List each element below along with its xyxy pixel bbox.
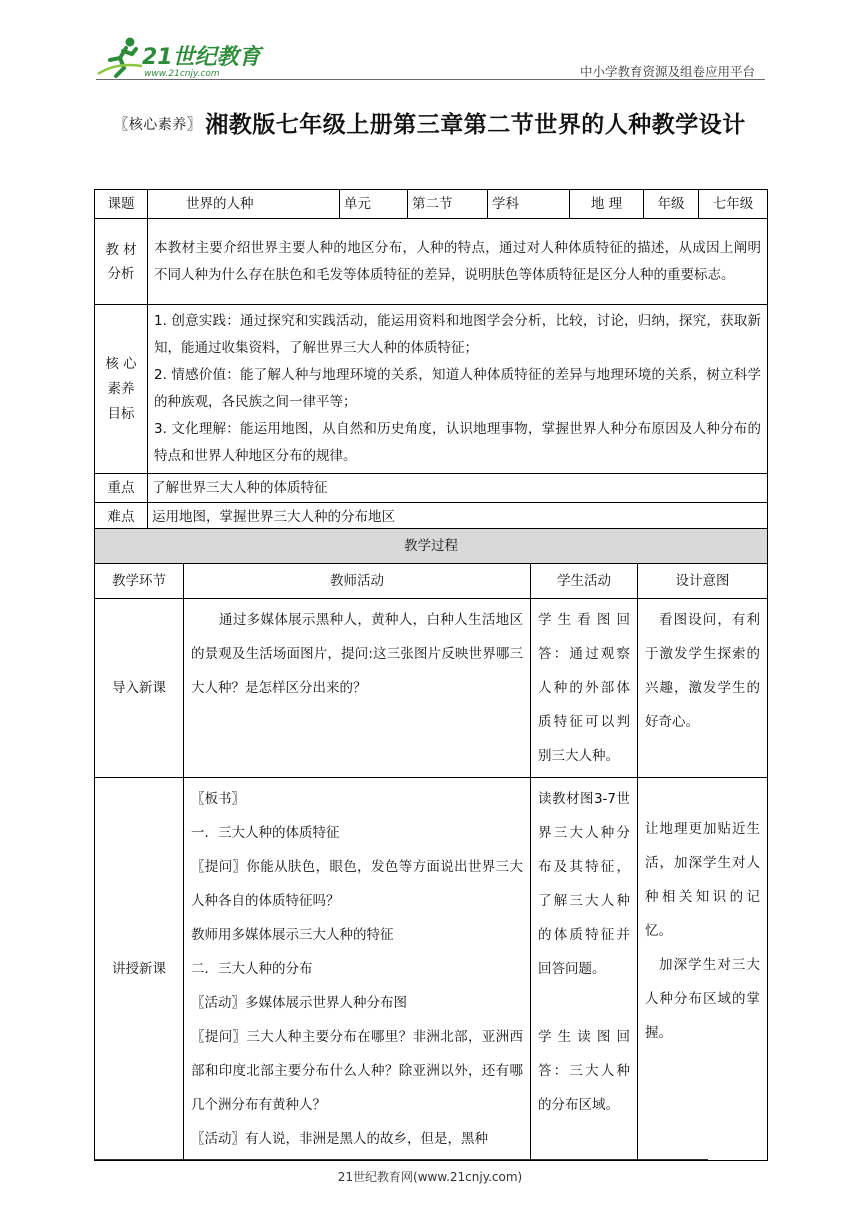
teacher-cell bbox=[184, 778, 531, 1161]
lesson-info-table bbox=[94, 189, 768, 532]
header-teacher: 教师活动 bbox=[184, 564, 531, 599]
teaching-process-table bbox=[94, 528, 768, 1161]
board-line: 〖提问〗你能从肤色，眼色，发色等方面说出世界三大人种各自的体质特征吗？ bbox=[191, 859, 523, 909]
header-student: 学生活动 bbox=[531, 564, 638, 599]
svg-text:www.21cnjy.com: www.21cnjy.com bbox=[144, 69, 220, 78]
board-line: 二．三大人种的分布 bbox=[191, 961, 313, 977]
intent-cell: 看图设问，有利于激发学生探索的兴趣，激发学生的好奇心。 bbox=[638, 599, 768, 778]
board-line: 〖板书〗 bbox=[191, 791, 245, 807]
student-cell bbox=[531, 778, 638, 1161]
goals-label: 核 心 素养 目标 bbox=[95, 305, 148, 474]
key-point-label: 重点 bbox=[95, 474, 148, 503]
analysis-text: 本教材主要介绍世界主要人种的地区分布，人种的特点，通过对人种体质特征的描述，从成因上阐明不同人种为什么存在肤色和毛发等体质特征的差异，说明肤色等体质特征是区分人种的重要标志。 bbox=[148, 219, 768, 305]
board-line: 〖活动〗有人说，非洲是黑人的故乡，但是，黑种 bbox=[191, 1131, 488, 1147]
difficulty-label: 难点 bbox=[95, 503, 148, 532]
intent-item: 加深学生对三大人种分布区域的掌握。 bbox=[645, 957, 760, 1041]
unit-value: 第二节 bbox=[408, 190, 488, 219]
board-line: 一．三大人种的体质特征 bbox=[191, 825, 340, 841]
document-title bbox=[0, 106, 860, 139]
goals-list bbox=[148, 305, 768, 474]
stage-cell: 讲授新课 bbox=[95, 778, 184, 1161]
subject-value: 地 理 bbox=[570, 190, 644, 219]
subject-label: 学科 bbox=[488, 190, 570, 219]
analysis-label: 教 材 分析 bbox=[95, 219, 148, 305]
student-activity: 学生读图回答：三大人种的分布区域。 bbox=[538, 1029, 630, 1113]
title-main: 湘教版七年级上册第三章第二节世界的人种教学设计 bbox=[205, 112, 746, 138]
unit-label: 单元 bbox=[340, 190, 408, 219]
header-divider bbox=[96, 79, 765, 80]
platform-name: 中小学教育资源及组卷应用平台 bbox=[579, 64, 755, 79]
intent-cell bbox=[638, 778, 768, 1161]
grade-value: 七年级 bbox=[699, 190, 768, 219]
site-logo bbox=[96, 34, 266, 78]
footer-divider bbox=[95, 1159, 708, 1160]
header-stage: 教学环节 bbox=[95, 564, 184, 599]
goal-item: 1. 创意实践：通过探究和实践活动，能运用资料和地图学会分析，比较，讨论，归纳，探究，获取新知，能通过收集资料，了解世界三大人种的体质特征； bbox=[154, 313, 761, 356]
stage-cell: 导入新课 bbox=[95, 599, 184, 778]
table-row bbox=[95, 599, 768, 778]
board-line: 〖活动〗多媒体展示世界人种分布图 bbox=[191, 995, 407, 1011]
key-point-value: 了解世界三大人种的体质特征 bbox=[148, 474, 768, 503]
board-line: 〖提问〗三大人种主要分布在哪里？非洲北部，亚洲西部和印度北部主要分布什么人种？除亚洲以外，还有哪几个洲分布有黄种人？ bbox=[191, 1029, 523, 1113]
goal-item: 3. 文化理解：能运用地图，从自然和历史角度，认识地理事物，掌握世界人种分布原因及人种分布的特点和世界人种地区分布的规律。 bbox=[154, 421, 761, 464]
intent-item: 让地理更加贴近生活，加深学生对人种相关知识的记忆。 bbox=[645, 821, 760, 939]
topic-value: 世界的人种 bbox=[148, 190, 340, 219]
goal-item: 2. 情感价值：能了解人种与地理环境的关系，知道人种体质特征的差异与地理环境的关系，树立科学的种族观，各民族之间一律平等； bbox=[154, 367, 761, 410]
teacher-cell: 通过多媒体展示黑种人，黄种人，白种人生活地区的景观及生活场面图片，提问:这三张图片反映世界哪三大人种？是怎样区分出来的？ bbox=[184, 599, 531, 778]
svg-text:21世纪教育: 21世纪教育 bbox=[142, 45, 261, 70]
runner-logo-icon bbox=[96, 34, 266, 78]
header-intent: 设计意图 bbox=[638, 564, 768, 599]
grade-label: 年级 bbox=[644, 190, 699, 219]
title-tag: 〖核心素养〗 bbox=[114, 117, 202, 133]
table-row bbox=[95, 778, 768, 1161]
footer-text: 21世纪教育网(www.21cnjy.com) bbox=[337, 1170, 523, 1184]
process-band-title: 教学过程 bbox=[95, 529, 768, 564]
student-activity: 读教材图3-7世界三大人种分布及其特征，了解三大人种的体质特征并回答问题。 bbox=[538, 791, 630, 977]
student-cell: 学生看图回答：通过观察人种的外部体质特征可以判别三大人种。 bbox=[531, 599, 638, 778]
board-line: 教师用多媒体展示三大人种的特征 bbox=[191, 927, 394, 943]
topic-label: 课题 bbox=[95, 190, 148, 219]
difficulty-value: 运用地图，掌握世界三大人种的分布地区 bbox=[148, 503, 768, 532]
